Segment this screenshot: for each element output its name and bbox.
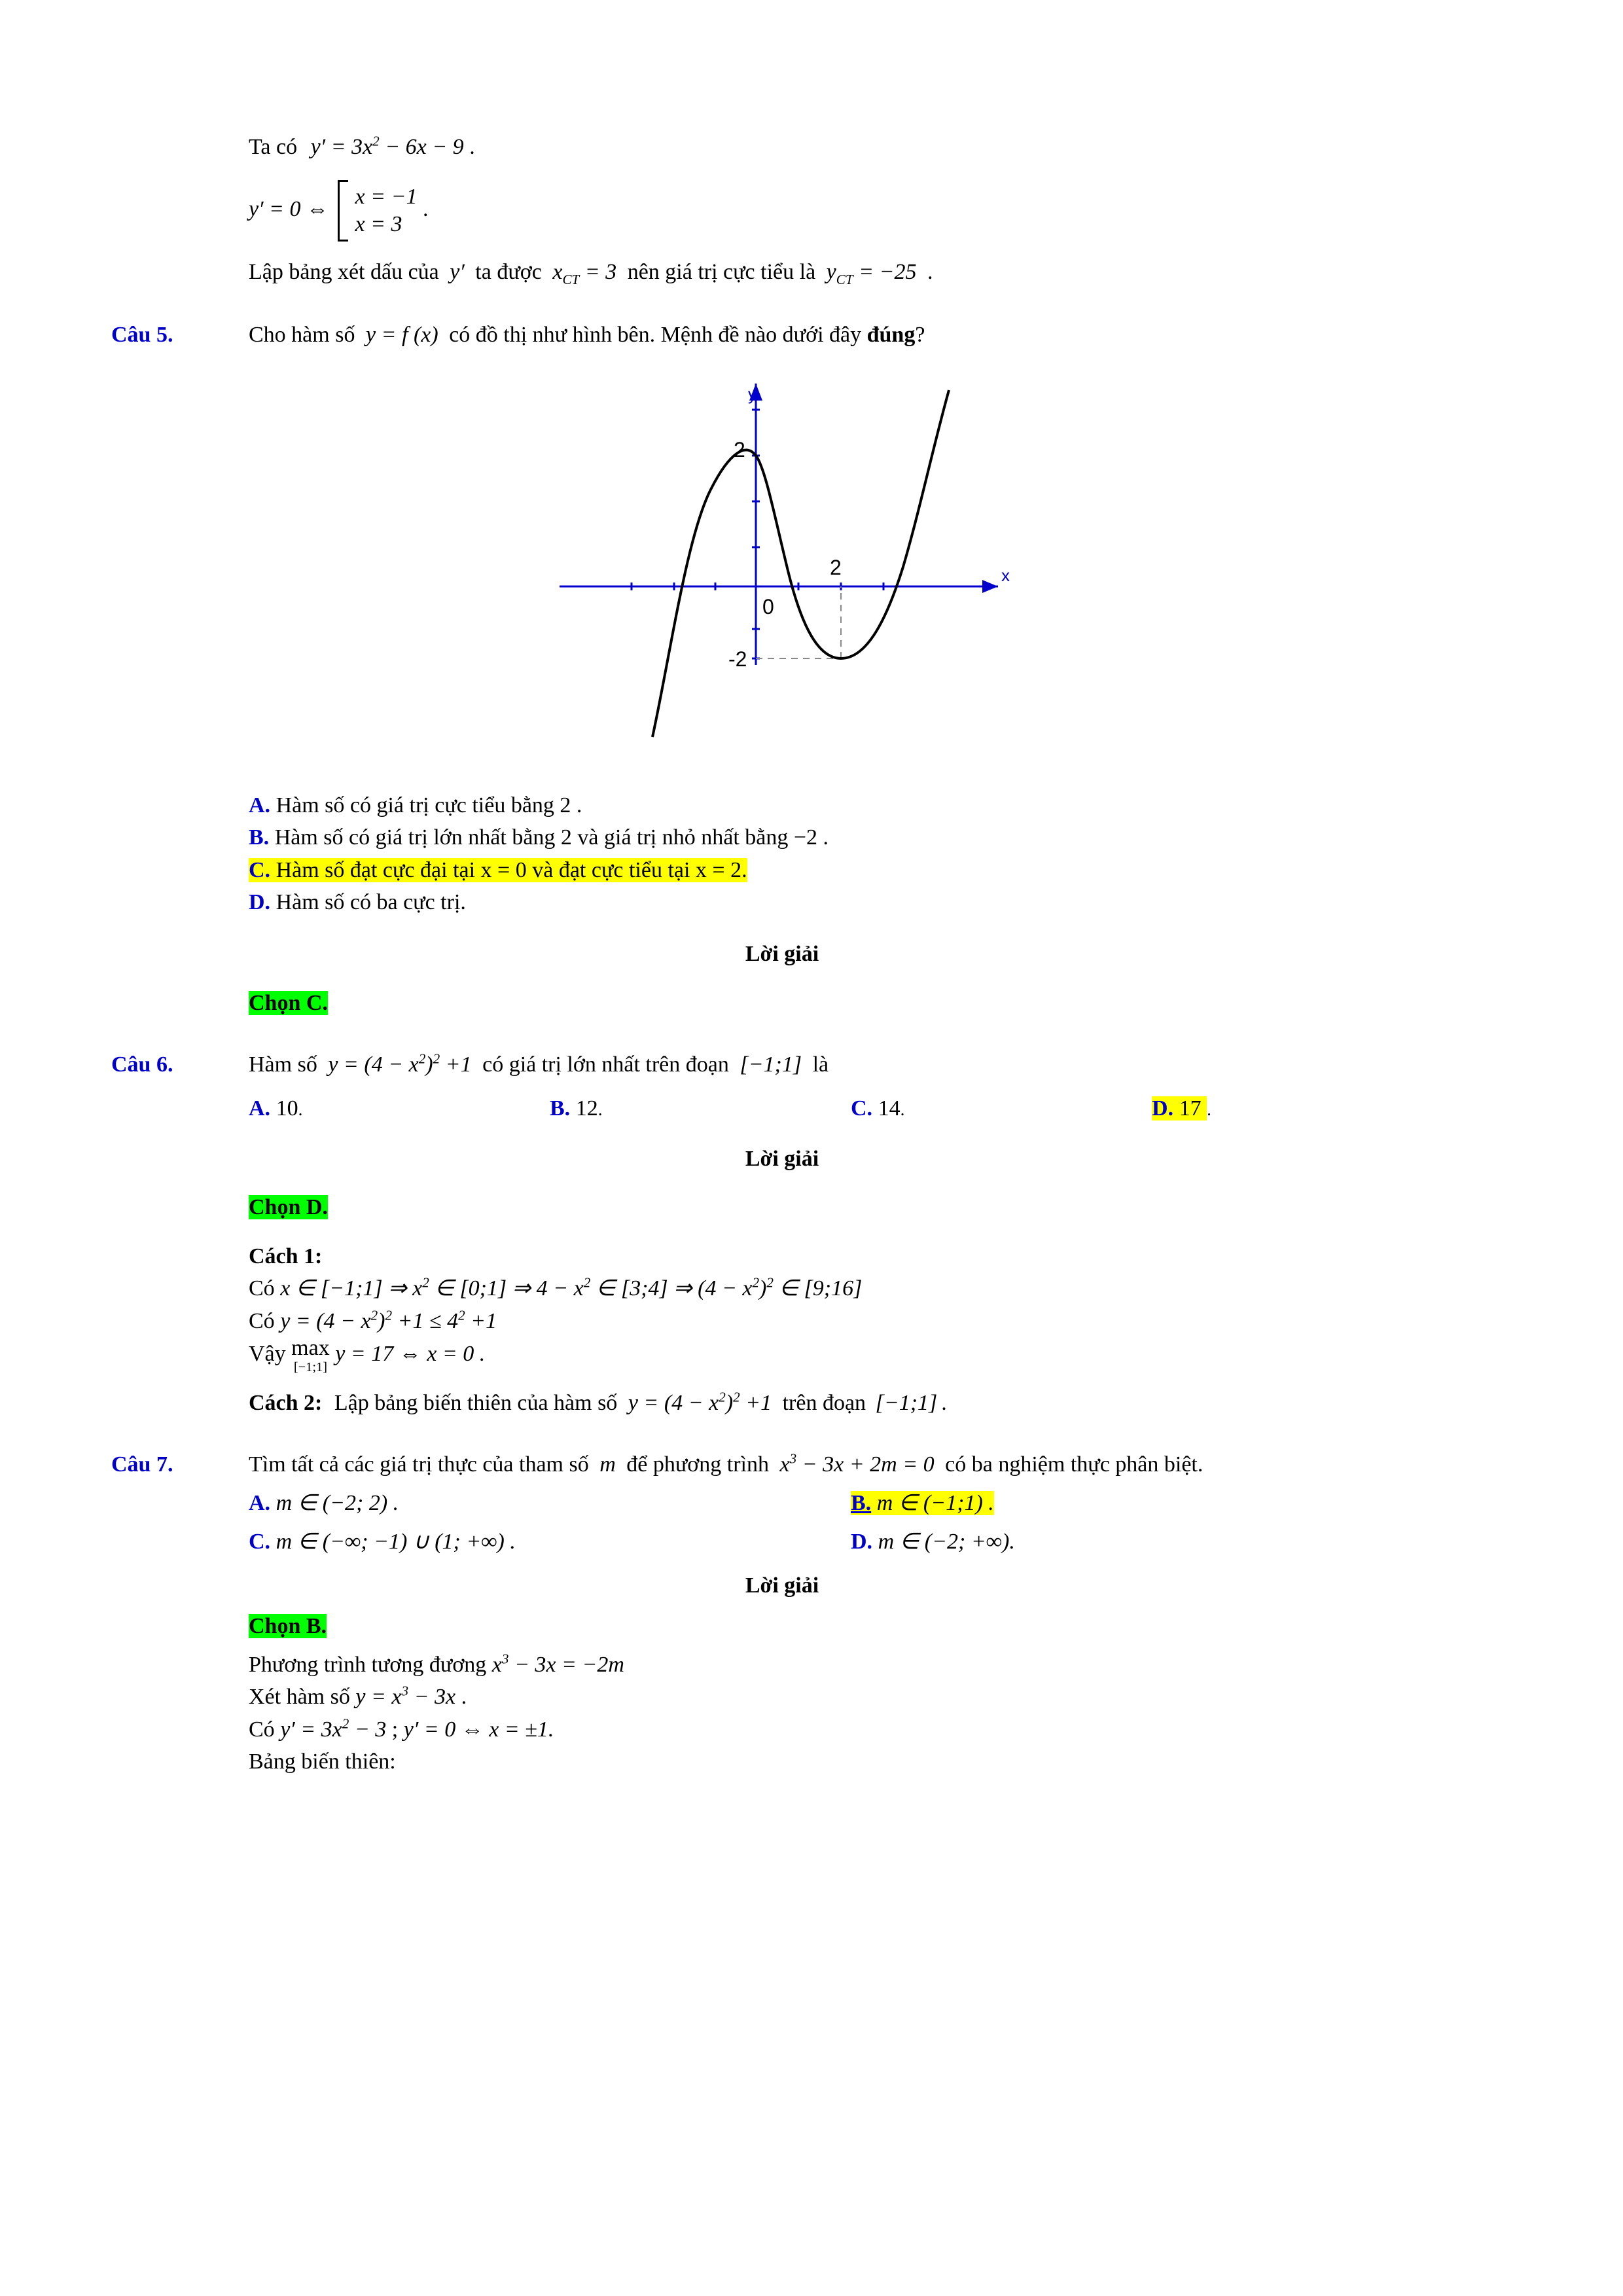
q6-option-d: D. 17 .: [1152, 1096, 1211, 1121]
q7-choice: Chọn B.: [249, 1613, 327, 1638]
q7-sol-line3: Có $y' = 3x^2 - 3$ ; y′ = 0 ⇔ x = ±1.: [249, 1715, 554, 1742]
q5-option-a-text: Hàm số có giá trị cực tiểu bằng 2 .: [276, 793, 582, 817]
q6-option-a: A. 10.: [249, 1096, 303, 1121]
tick-label-y-neg2: -2: [728, 647, 747, 671]
q6-way1-label: Cách 1:: [249, 1244, 323, 1268]
q6-solution-heading: Lời giải: [745, 1147, 819, 1172]
q7-options-row1: [111, 1487, 1453, 1519]
question-7: [111, 1448, 1453, 1480]
y-axis-label: y: [748, 384, 757, 404]
question-5: [111, 319, 1453, 351]
q5-option-a: [111, 789, 1453, 821]
q5-option-c: [111, 854, 1453, 886]
q5-choice: Chọn C.: [249, 991, 328, 1016]
case-2: x = 3: [355, 212, 402, 237]
q7-solution-heading: Lời giải: [745, 1573, 819, 1598]
question-6-stem: Hàm số $y = (4 - x^2)^2 +1$ có giá trị lớn nhất trên đoạn [−1;1] là: [249, 1050, 829, 1077]
q7-sol-line2: Xét hàm số $y = x^3 - 3x$ .: [249, 1683, 467, 1710]
q5-solution-heading: Lời giải: [745, 942, 819, 967]
q6-choice: Chọn D.: [249, 1194, 328, 1219]
q5-option-c-text: Hàm số đạt cực đại tại x = 0 và đạt cực tiểu tại x = 2.: [276, 857, 747, 882]
period: .: [422, 197, 429, 222]
q7-option-d: D. m ∈ (−2; +∞).: [851, 1530, 1015, 1554]
question-7-label: Câu 7.: [111, 1452, 173, 1477]
q6-way1-line2: Có $y = (4 - x^2)^2 +1 \le 4^2 +1$: [249, 1307, 497, 1333]
origin-label: 0: [762, 594, 774, 619]
figure-cubic-graph: [111, 370, 1453, 763]
max-operator: max [−1;1]: [291, 1335, 330, 1374]
q5-option-a-key: A.: [249, 793, 271, 817]
tick-label-y-2: 2: [734, 437, 745, 461]
q5-option-b-key: B.: [249, 825, 270, 850]
x-axis-label: x: [1001, 565, 1010, 585]
q5-option-d-text: Hàm số có ba cực trị.: [276, 889, 466, 914]
q6-option-b: B. 12.: [550, 1096, 603, 1121]
q6-options: [111, 1092, 1453, 1124]
question-5-stem: Cho hàm số y = f (x) có đồ thị như hình bên. Mệnh đề nào dưới đây đúng?: [249, 322, 925, 347]
question-7-stem: Tìm tất cả các giá trị thực của tham số m để phương trình $x^3 - 3x + 2m = 0$ có ba nghiệm thực phân biệt.: [249, 1450, 1204, 1477]
text-taco: Ta có: [249, 135, 298, 159]
q7-options-row2: [111, 1526, 1453, 1558]
q6-option-c: C. 14.: [851, 1096, 905, 1121]
q5-option-b: [111, 821, 1453, 853]
q6-way1-line1: Có x ∈ [−1;1] ⇒ $x^2$ ∈ [0;1] ⇒ $4 - x^2$ ∈ [3;4] ⇒ $(4 - x^2)^2$ ∈ [9;16]: [249, 1274, 863, 1301]
q5-option-b-text: Hàm số có giá trị lớn nhất bằng 2 và giá trị nhỏ nhất bằng −2 .: [274, 825, 829, 850]
solution-line-sign-table: Lập bảng xét dấu của y′ ta được $x_{CT} = 3$ nên giá trị cực tiểu là $y_{CT} = -25$ .: [249, 260, 933, 288]
q5-option-d: [111, 886, 1453, 918]
solution-line-derivative: Ta có $y' = 3x^2 - 6x - 9$ .: [249, 133, 475, 159]
question-5-label: Câu 5.: [111, 322, 173, 347]
question-6: [111, 1049, 1453, 1081]
q6-way2: Cách 2: Lập bảng biến thiên của hàm số $y = (4 - x^2)^2 +1$ trên đoạn [−1;1] .: [249, 1389, 947, 1416]
graph-svg: [540, 370, 1024, 763]
q6-way1-line3: Vậy max [−1;1] y = 17 ⇔ x = 0 .: [249, 1335, 486, 1374]
q5-option-c-key: C.: [249, 857, 271, 882]
solution-equation-cases: y′ = 0 ⇔ x = −1 x = 3 .: [249, 180, 1453, 242]
q7-sol-line4: Bảng biến thiên:: [249, 1749, 396, 1774]
period: .: [469, 135, 475, 159]
q7-option-c: C. m ∈ (−∞; −1) ∪ (1; +∞) .: [249, 1530, 516, 1554]
q7-option-a: A. m ∈ (−2; 2) .: [249, 1490, 399, 1515]
q7-option-b: B. m ∈ (−1;1) .: [851, 1490, 994, 1515]
tick-label-x-2: 2: [830, 555, 842, 579]
case-1: x = −1: [355, 184, 418, 209]
question-6-label: Câu 6.: [111, 1052, 173, 1077]
bracket-icon: [338, 180, 348, 242]
equation-system: [338, 180, 417, 242]
q5-option-d-key: D.: [249, 889, 271, 914]
q7-sol-line1: Phương trình tương đương $x^3 - 3x = -2m$: [249, 1651, 624, 1677]
